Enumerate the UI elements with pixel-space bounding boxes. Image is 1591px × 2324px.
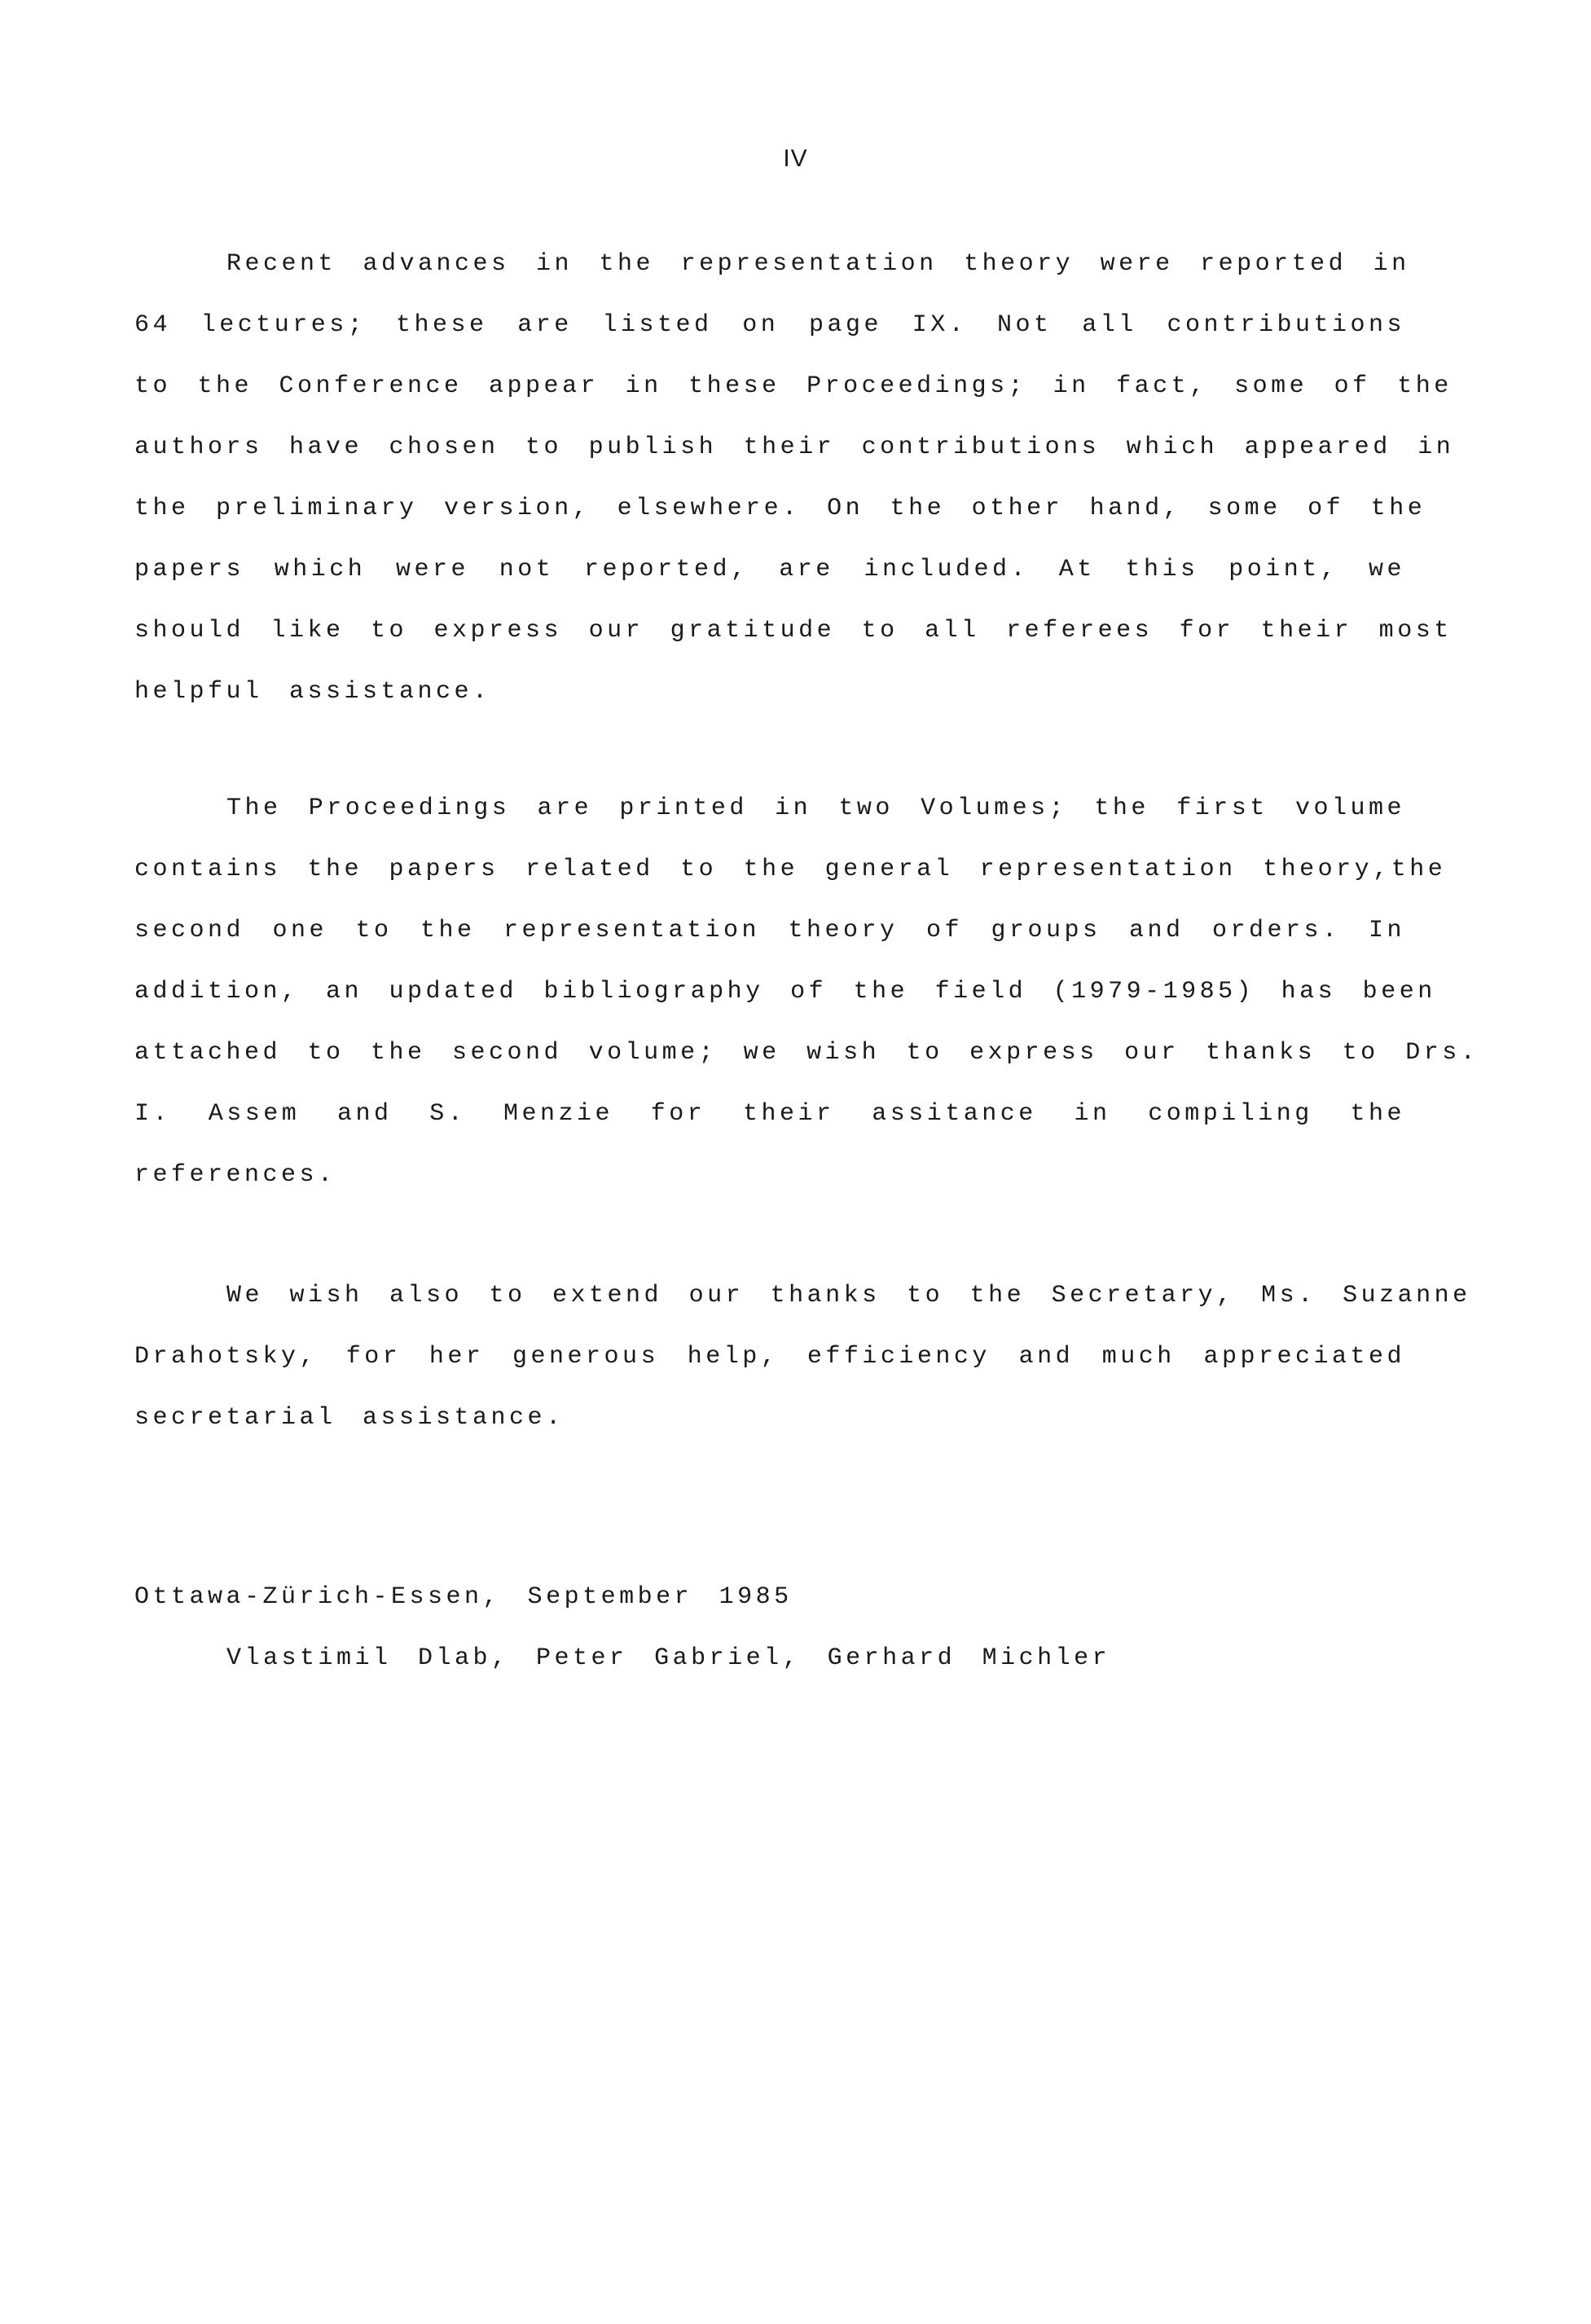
text-line: 64 lectures; these are listed on page IX. Not all contributions	[134, 311, 1405, 339]
text-line: Recent advances in the representation theory were reported in	[226, 250, 1410, 278]
text-line: Drahotsky, for her generous help, efficiency and much appreciated	[134, 1343, 1405, 1371]
text-line: helpful assistance.	[134, 678, 491, 706]
text-line: should like to express our gratitude to all referees for their most	[134, 617, 1453, 645]
text-line: to the Conference appear in these Proceedings; in fact, some of the	[134, 372, 1453, 400]
text-line: second one to the representation theory of groups and orders. In	[134, 917, 1405, 944]
text-line: authors have chosen to publish their contributions which appeared in	[134, 434, 1455, 461]
text-line: the preliminary version, elsewhere. On the other hand, some of the	[134, 495, 1426, 522]
text-line: references.	[134, 1161, 336, 1189]
text-line: papers which were not reported, are included. At this point, we	[134, 556, 1405, 583]
text-line: secretarial assistance.	[134, 1404, 565, 1432]
author-names: Vlastimil Dlab, Peter Gabriel, Gerhard Michler	[226, 1644, 1111, 1672]
text-line: attached to the second volume; we wish to express our thanks to Drs.	[134, 1039, 1479, 1067]
page-number: IV	[783, 145, 808, 172]
text-line: contains the papers related to the general representation theory,the	[134, 856, 1447, 883]
text-line: The Proceedings are printed in two Volumes; the first volume	[226, 794, 1405, 822]
text-line: I. Assem and S. Menzie for their assitance in compiling the	[134, 1100, 1405, 1128]
text-line: addition, an updated bibliography of the field (1979-1985) has been	[134, 978, 1436, 1006]
text-line: We wish also to extend our thanks to the Secretary, Ms. Suzanne	[226, 1282, 1471, 1309]
place-date: Ottawa-Zürich-Essen, September 1985	[134, 1583, 793, 1611]
